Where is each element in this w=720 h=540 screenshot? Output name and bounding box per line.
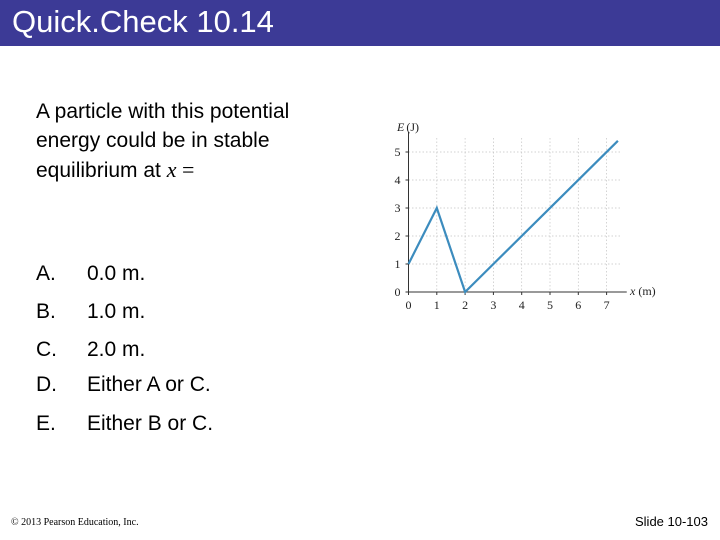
x-tick-label: 5 <box>547 298 553 312</box>
title-bar <box>0 0 720 46</box>
choice-d-text: Either A or C. <box>87 373 211 396</box>
y-tick-label: 3 <box>394 201 401 215</box>
y-tick-label: 1 <box>394 257 401 271</box>
choice-a-letter: A. <box>36 262 56 285</box>
x-tick-label: 6 <box>575 298 582 312</box>
choice-a[interactable] <box>36 262 145 286</box>
choice-c-letter: C. <box>36 338 57 361</box>
question-line-1: A particle with this potential <box>36 100 290 123</box>
y-tick-label: 0 <box>394 285 401 299</box>
choice-b-letter: B. <box>36 300 56 323</box>
choice-a-text: 0.0 m. <box>87 262 146 285</box>
question-line-2: energy could be in stable <box>36 129 270 152</box>
slide-title: Quick.Check 10.14 <box>12 4 274 39</box>
x-tick-label: 2 <box>462 298 469 312</box>
energy-graph <box>380 110 680 320</box>
copyright-text: © 2013 Pearson Education, Inc. <box>11 517 139 528</box>
y-axis-label: E (J) <box>397 120 420 134</box>
slide-number: Slide 10-103 <box>635 514 708 529</box>
x-tick-label: 3 <box>490 298 497 312</box>
x-tick-label: 0 <box>405 298 412 312</box>
x-tick-label: 1 <box>433 298 440 312</box>
question-variable: x <box>166 157 177 182</box>
energy-curve <box>409 141 618 292</box>
choice-b[interactable] <box>36 300 145 324</box>
question-line-3 <box>36 155 356 185</box>
graph-grid <box>409 138 621 292</box>
x-axis-label: x (m) <box>630 284 656 298</box>
graph-curve <box>409 141 618 292</box>
y-tick-label: 4 <box>394 173 401 187</box>
choice-e-letter: E. <box>36 412 56 435</box>
choice-c-text: 2.0 m. <box>87 338 146 361</box>
choice-d[interactable] <box>36 373 211 397</box>
y-tick-label: 2 <box>394 229 401 243</box>
graph-axes <box>409 132 627 292</box>
choice-d-letter: D. <box>36 373 57 396</box>
choice-b-text: 1.0 m. <box>87 300 146 323</box>
question-equals: = <box>176 157 195 182</box>
y-tick-label: 5 <box>394 145 401 159</box>
choice-e[interactable] <box>36 412 213 436</box>
choice-e-text: Either B or C. <box>87 412 214 435</box>
question-prefix: equilibrium at <box>36 159 167 182</box>
choice-c[interactable] <box>36 338 145 362</box>
question-text <box>36 97 356 185</box>
x-tick-label: 4 <box>518 298 525 312</box>
x-tick-label: 7 <box>603 298 610 312</box>
